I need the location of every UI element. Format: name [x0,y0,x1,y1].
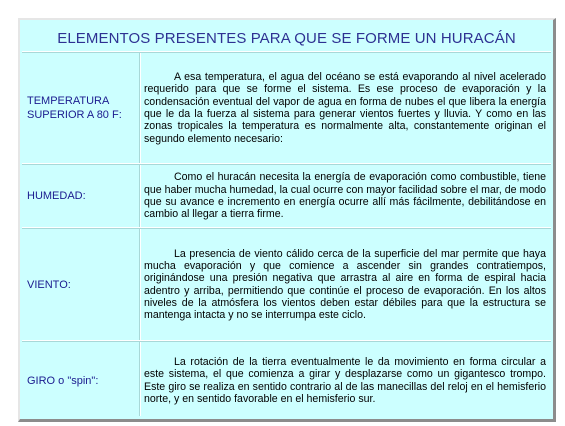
row-label: TEMPERATURA SUPERIOR A 80 F: [27,95,122,121]
row-label: VIENTO: [27,278,71,291]
row-text: A esa temperatura, el agua del océano se está evaporando al nivel acelerado requerido para que se forme el sistema. Es ese proceso de evaporación y la condensación eventual del vapor de agua en forma de nubes el que libera la energía que le da la fuerza al sistema para generar vientos fuertes y lluvia. Y como en las zonas tropicales la temperatura es normalmente alta, constantemente originan el segundo elemento necesario: [144,71,546,145]
row-temperatura [20,53,553,163]
row-text: La presencia de viento cálido cerca de la superficie del mar permite que haya mucha evaporación y que comience a ascender sin grandes contratiempos, originándose una presión negativa que arrastra al aire en forma de espiral hacia adentro y arriba, permitiendo que continúe el proceso de evaporación. En los altos niveles de la atmósfera los vientos deben estar débiles para que la estructura se mantenga intacta y no se interrumpa este ciclo. [144,247,546,322]
row-label: GIRO o "spin": [27,374,99,387]
table-title: ELEMENTOS PRESENTES PARA QUE SE FORME UN HURACÁN [57,30,516,47]
row-viento [20,229,553,340]
row-text: Como el huracán necesita la energía de evaporación como combustible, tiene que haber mucha humedad, la cual ocurre con mayor facilidad sobre el mar, de modo que su avance e incremento en energía ocurre allí más fácilmente, debilitándose en cambio al llegar a tierra firme. [144,171,546,221]
row-humedad [20,165,553,227]
row-content [144,55,546,161]
row-giro [20,342,553,419]
row-label: HUMEDAD: [27,190,86,202]
row-content [144,231,546,338]
row-content [144,344,546,417]
row-text: La rotación de la tierra eventualmente le da movimiento en forma circular a este sistema, el que comienza a girar y desplazarse como un gigantesco trompo. Este giro se realiza en sentido contrario al de las manecillas del reloj en el hemisferio norte, y en sentido favorable en el hemisferio sur. [144,355,546,405]
row-content [144,167,546,225]
info-table [18,18,556,422]
